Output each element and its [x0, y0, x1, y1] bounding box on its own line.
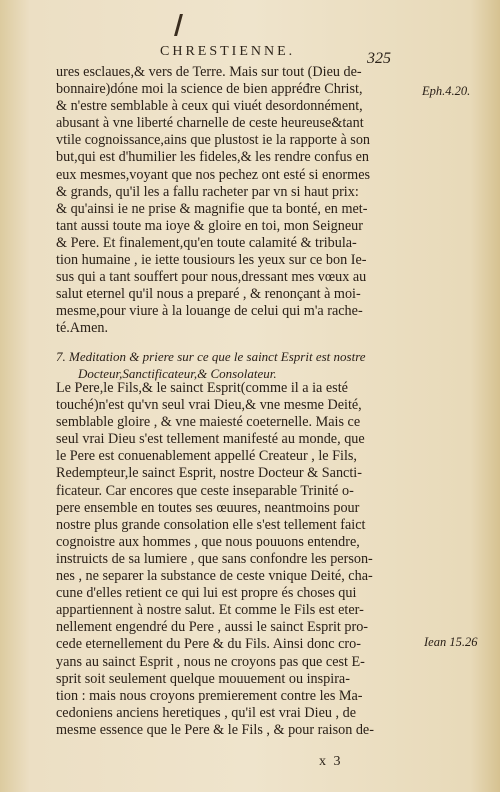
text-line: & n'estre semblable à ceux qui viuét desordonnément, — [56, 98, 363, 115]
text-line: cognoistre aux hommes , que nous pouuons entendre, — [56, 533, 360, 550]
text-line: cune d'elles retient ce qui lui est propre és choses qui — [56, 585, 357, 602]
text-line: nellement engendré du Pere , aussi le sainct Esprit pro- — [56, 619, 369, 636]
text-line: appartiennent à nostre salut. Et comme le Fils est eter- — [56, 602, 364, 619]
text-line: Le Pere,le Fils,& le sainct Esprit(comme il a ia esté — [56, 380, 348, 396]
signature-mark: x 3 — [319, 754, 343, 769]
text-line: ficateur. Car encores que ceste inseparable Trinité o- — [56, 482, 354, 499]
section-heading — [56, 348, 418, 382]
running-title: CHRESTIENNE. — [160, 44, 296, 59]
text-line: cedoniens anciens heretiques , qu'il est vrai Dieu , de — [56, 704, 357, 721]
paragraph-meditation — [56, 380, 416, 739]
text-line: Redempteur,le sainct Esprit, nostre Docteur & Sancti- — [56, 465, 362, 482]
text-line: sus qui a tant souffert pour nous,dressant mes vœux au — [56, 269, 367, 286]
text-line: té.Amen. — [56, 320, 109, 337]
text-line: mesme essence que le Pere & le Fils , & pour raison de- — [56, 721, 374, 738]
text-line: vtile cognoissance,ains que plustost ie la rapporte à son — [56, 132, 371, 149]
text-line: seul vrai Dieu s'est tellement manifesté au monde, que — [56, 431, 365, 448]
text-line: & Pere. Et finalement,qu'en toute calamité & tribula- — [56, 234, 357, 251]
text-line: semblable gloire , & vne maiesté coeternelle. Mais ce — [56, 414, 361, 431]
text-line: tant aussi toute ma ioye & gloire en toi, mon Seigneur — [56, 217, 363, 234]
text-line: salut eternel qu'il nous a preparé , & renonçant à moi- — [56, 286, 361, 303]
text-line: yans au sainct Esprit , nous ne croyons pas que cest E- — [56, 653, 365, 670]
text-line: le Pere est conuenablement appellé Createur , le Fils, — [56, 448, 357, 465]
text-line: eux mesmes,voyant que nos pechez ont esté si enormes — [56, 166, 371, 183]
ink-mark — [174, 14, 189, 36]
margin-note-ephesians: Eph.4.20. — [422, 84, 471, 98]
text-line: cede eternellement du Pere & du Fils. Ainsi donc cro- — [56, 636, 361, 653]
text-line: & qu'ainsi ie ne prise & magnifie que ta bonté, en met- — [56, 200, 368, 217]
text-line: tion humaine , ie iette tousiours les yeux sur ce bon Ie- — [56, 252, 367, 269]
text-line: bonnaire)dóne moi la science de bien appréđre Christ, — [56, 81, 363, 98]
margin-note-john: Iean 15.26 — [424, 635, 478, 649]
text-line: tion : mais nous croyons premierement contre les Ma- — [56, 687, 363, 704]
text-line: & grands, qu'il les a fallu racheter par vn si haut prix: — [56, 183, 359, 200]
section-heading-line: Docteur,Sanctificateur,& Consolateur. — [78, 366, 277, 381]
text-line: pere ensemble en toutes ses œuures, neantmoins pour — [56, 499, 360, 516]
text-line: nostre plus grande consolation elle s'est tellement faict — [56, 516, 366, 533]
text-line: nes , ne separer la substance de ceste vnique Deité, cha- — [56, 568, 373, 585]
text-line: ures esclaues,& vers de Terre. Mais sur tout (Dieu de- — [56, 64, 362, 80]
text-line: but,qui est d'humilier les fideles,& les rendre confus en — [56, 149, 370, 166]
text-line: sprit soit seulement quelque mouuement ou inspira- — [56, 670, 350, 687]
paragraph-prayer-end — [56, 64, 416, 338]
text-line: instruicts de sa lumiere , que sans confondre les person- — [56, 550, 373, 567]
text-line: touché)n'est qu'vn seul vrai Dieu,& vne mesme Deité, — [56, 397, 362, 414]
text-line: abusant à vne liberté charnelle de ceste heureuse&tant — [56, 115, 364, 132]
section-heading-line: 7. Meditation & priere sur ce que le sainct Esprit est nostre — [56, 349, 366, 364]
text-line: mesme,pour viure à la louange de celui qui m'a rache- — [56, 303, 363, 320]
page-number: 325 — [367, 50, 391, 67]
